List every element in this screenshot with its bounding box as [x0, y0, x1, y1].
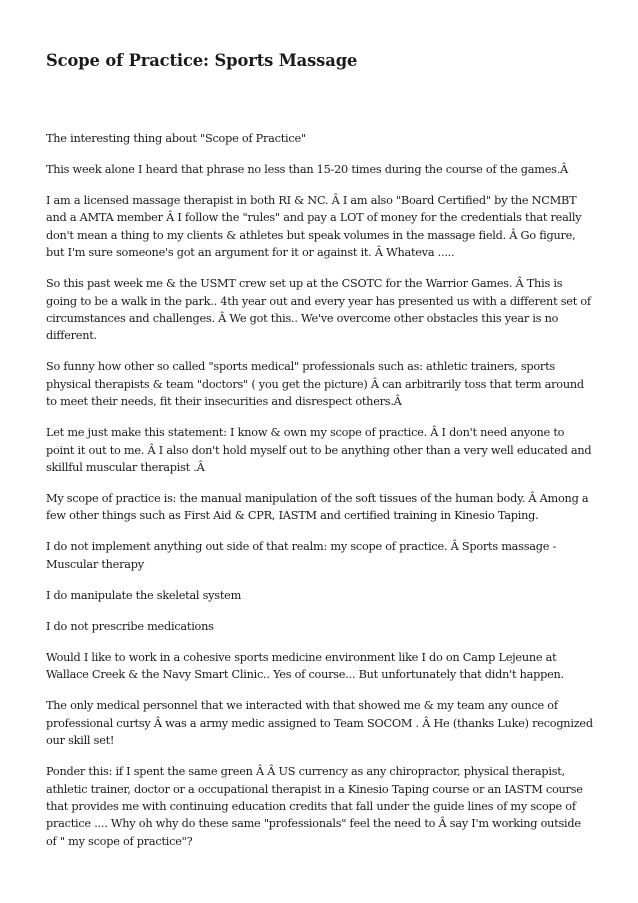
- paragraph: My scope of practice is: the manual manipulation of the soft tissues of the human body. Â Among a few other things such as First Aid & CPR, IASTM and certified training in Kinesio Taping.: [46, 492, 589, 523]
- paragraph: So funny how other so called "sports medical" professionals such as: athletic trainers, sports physical therapists & team "doctors" ( you get the picture) Â can arbitrarily toss that term around to meet their needs, fit their insecurities and disrespect others.Â: [46, 360, 584, 409]
- paragraph: I do not implement anything out side of that realm: my scope of practice. Â Sports massage - Muscular therapy: [46, 540, 557, 571]
- document-body: [46, 130, 594, 850]
- paragraph: Let me just make this statement: I know & own my scope of practice. Â I don't need anyone to point it out to me. Â I also don't hold myself out to be anything other than a very well educated and skillful muscular therapist .Â: [46, 426, 592, 475]
- paragraph: Ponder this: if I spent the same green Â Â US currency as any chiropractor, physical therapist, athletic trainer, doctor or a occupational therapist in a Kinesio Taping course or an IASTM course that provides me with continuing education credits that fall under the guide lines of my scope of practice .... Why oh why do these same "professionals" feel the need to Â say I'm working outside of " my scope of practice"?: [46, 765, 583, 848]
- paragraph: The only medical personnel that we interacted with that showed me & my team any ounce of professional curtsy Â was a army medic assigned to Team SOCOM . Â He (thanks Luke) recognized our skill set!: [46, 699, 593, 748]
- paragraph: The interesting thing about "Scope of Practice": [46, 132, 306, 145]
- paragraph: Would I like to work in a cohesive sports medicine environment like I do on Camp Lejeune at Wallace Creek & the Navy Smart Clinic.. Yes of course... But unfortunately that didn't happen.: [46, 650, 564, 682]
- document-title: Scope of Practice: Sports Massage: [46, 51, 358, 70]
- paragraph: I do manipulate the skeletal system: [46, 588, 242, 602]
- paragraph: I am a licensed massage therapist in both RI & NC. Â I am also "Board Certified" by the NCMBT and a AMTA member Â I follow the "rules" and pay a LOT of money for the credentials that really don't mean a thing to my clients & athletes but speak volumes in the massage field. Â Go figure, but I'm sure someone's got an argument for it or against it. Â Whateva .....: [46, 194, 582, 260]
- document-page: [46, 49, 594, 864]
- paragraph: I do not prescribe medications: [46, 619, 214, 633]
- paragraph: So this past week me & the USMT crew set up at the CSOTC for the Warrior Games. Â This is going to be a walk in the park.. 4th year out and every year has presented us with a different set of circumstances and challenges. Â We got this.. We've overcome other obstacles this year is no different.: [46, 277, 591, 343]
- paragraph: This week alone I heard that phrase no less than 15-20 times during the course of the games.Â: [46, 163, 568, 176]
